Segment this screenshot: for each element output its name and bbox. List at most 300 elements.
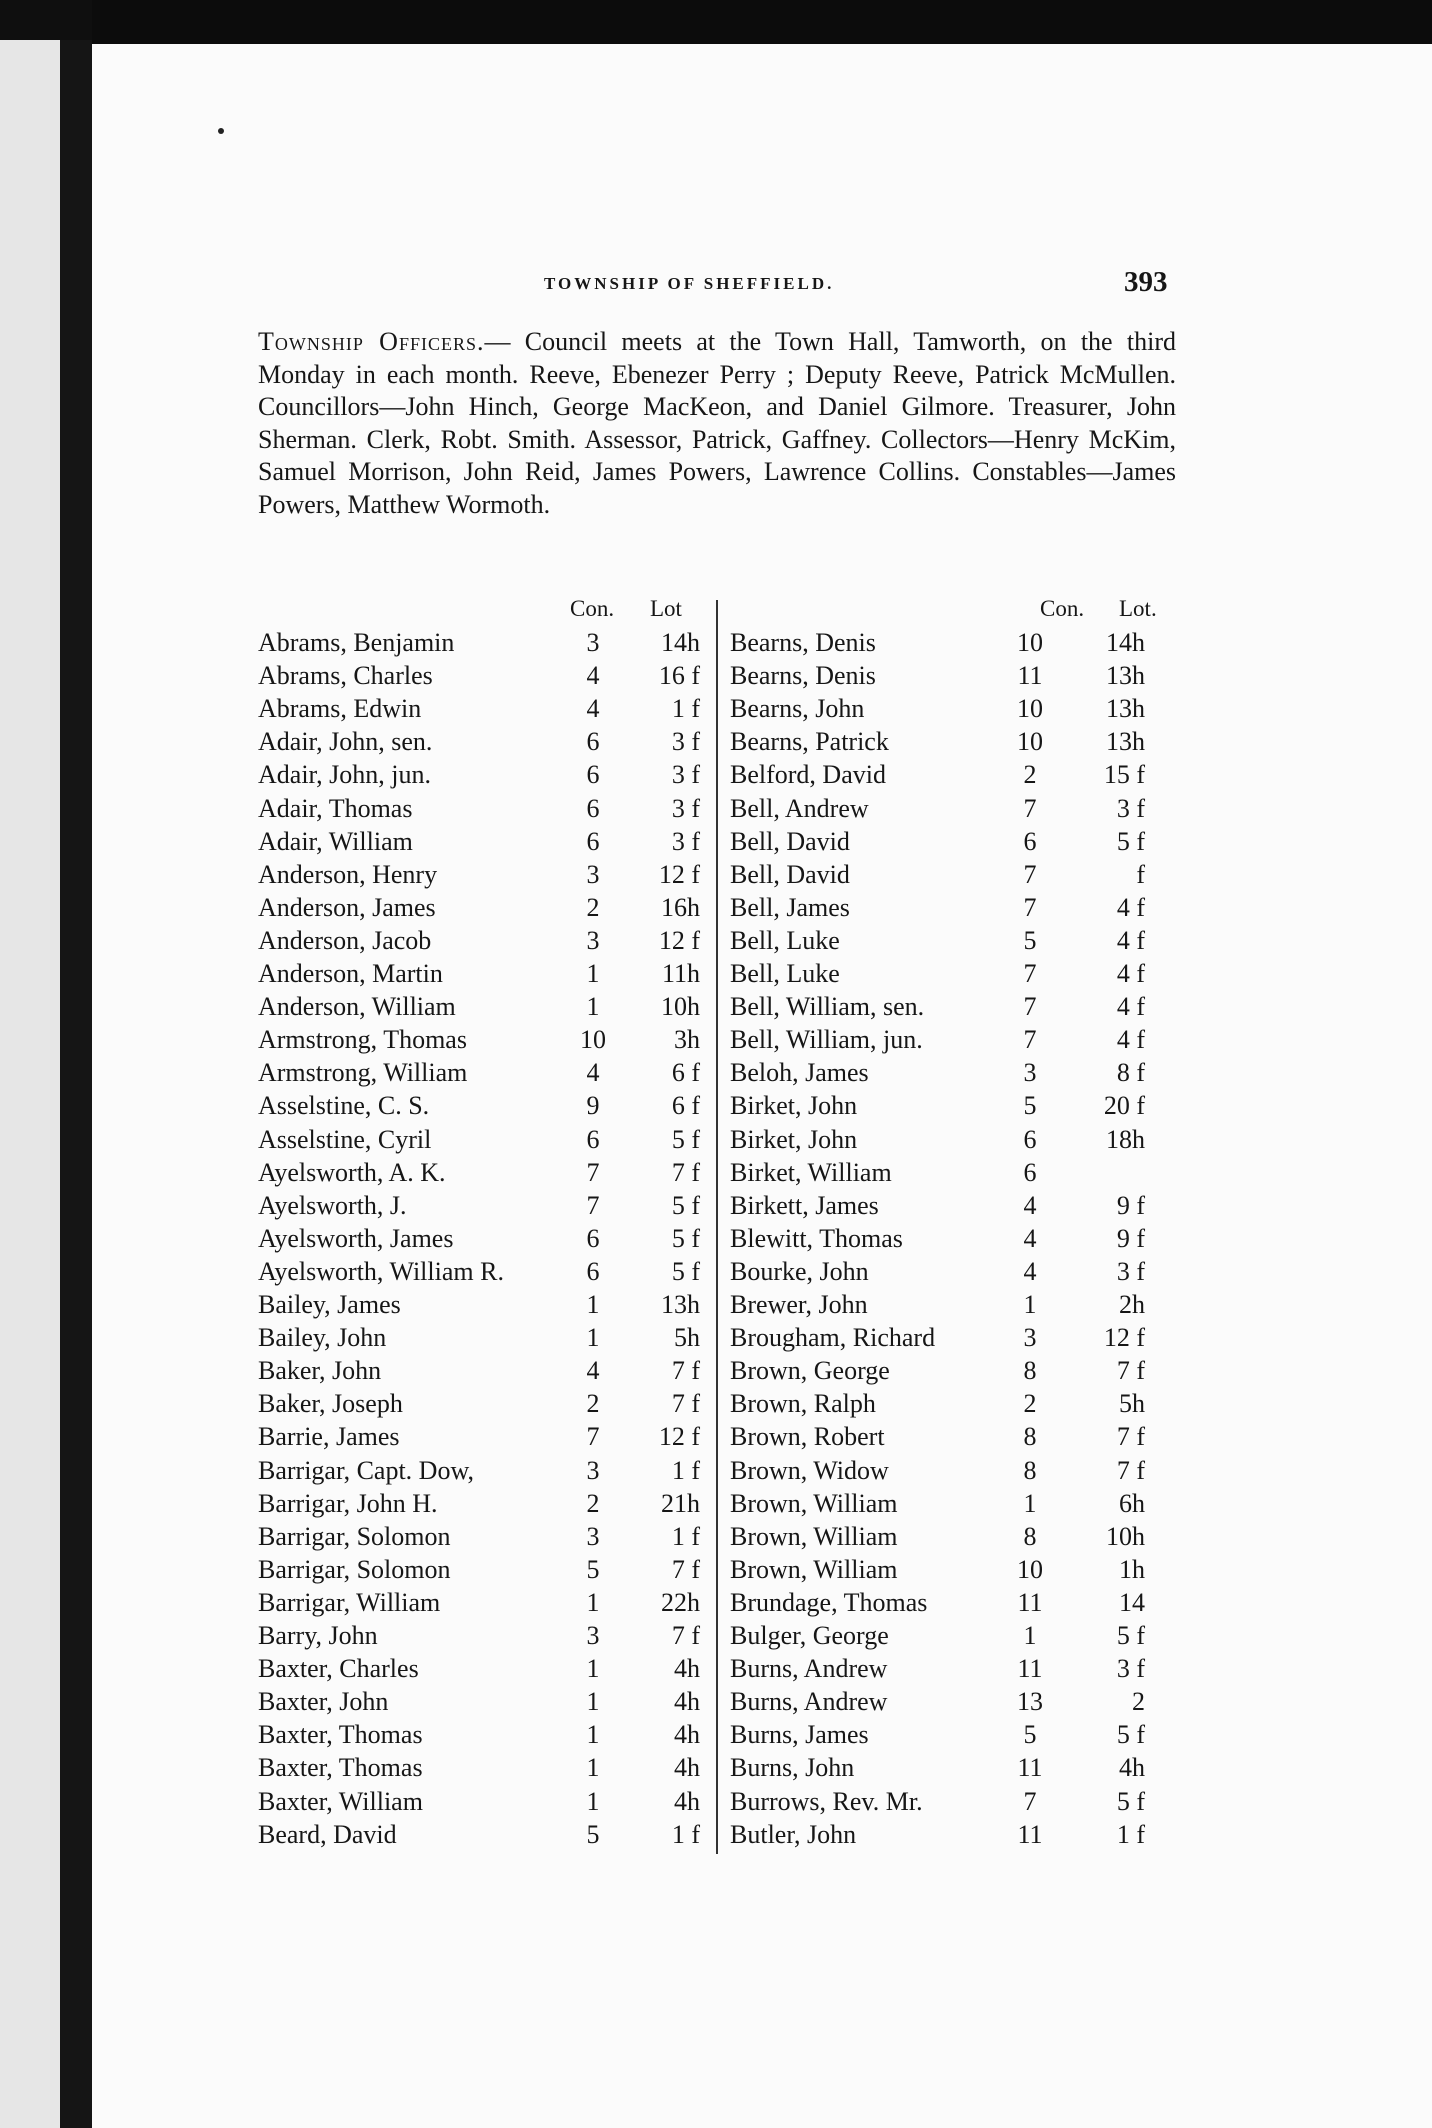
directory-row [258,659,718,692]
concession-value: 10 [1017,628,1043,657]
concession-value: 3 [586,1621,600,1650]
lot-value: 13h [1106,694,1145,724]
resident-name: Burns, John [730,1753,855,1783]
lot-value: 5 f [1116,1720,1145,1750]
resident-name: Bourke, John [730,1256,869,1286]
resident-name: Blewitt, Thomas [730,1223,903,1253]
directory-row [730,1818,1190,1851]
directory-row [258,626,718,659]
lot-value: 7 f [671,1389,700,1419]
concession-value: 4 [1023,1223,1037,1253]
directory-row [730,825,1190,858]
resident-name: Anderson, Jacob [258,925,432,955]
lot-value: 14 [1119,1587,1145,1617]
directory-row [258,957,718,990]
concession-value: 2 [586,1488,600,1518]
directory-row [258,1189,718,1222]
directory-row [730,659,1190,692]
lot-value: 4h [1119,1753,1145,1783]
right-con-header: Con. [1040,596,1085,621]
resident-name: Abrams, Charles [258,661,433,691]
directory-row [258,1751,718,1784]
directory-row [258,1255,718,1288]
concession-value: 5 [586,1819,600,1849]
lot-value: 5 f [671,1124,700,1154]
concession-value: 8 [1023,1455,1037,1485]
resident-name: Adair, John, sen. [258,727,433,757]
concession-value: 13 [1017,1687,1043,1717]
lot-value: 5 f [1116,1621,1145,1650]
lot-value: 5 f [1116,1786,1145,1816]
directory-row [730,758,1190,791]
concession-value: 8 [1023,1521,1037,1551]
resident-name: Anderson, Henry [258,859,438,889]
lot-value: 5 f [671,1223,700,1253]
lot-value: 12 f [658,859,700,889]
concession-value: 4 [586,661,600,691]
directory-row [258,1156,718,1189]
concession-value: 10 [1017,1554,1043,1584]
officers-heading: Township Officers. [258,327,485,356]
lot-value: 14h [661,628,700,657]
lot-value: 4 f [1116,959,1145,988]
lot-value: 8 f [1116,1058,1145,1088]
directory-row [258,758,718,791]
resident-name: Ayelsworth, A. K. [258,1157,446,1187]
resident-name: Baxter, Thomas [258,1720,423,1750]
lot-value: 3 f [1116,1256,1145,1286]
concession-value: 7 [1023,793,1037,823]
lot-value: 16 f [658,661,700,691]
lot-value: 15 f [1103,760,1145,790]
concession-value: 11 [1017,1819,1043,1849]
lot-value: 7 f [1116,1455,1145,1485]
right-lot-header: Lot. [1119,596,1157,621]
officers-text: — Council meets at the Town Hall, Tamworth, on the third Monday in each month. Reeve, Ebenezer Perry ; Deputy Reeve, Patrick McMullen. Councillors—John Hinch, George MacKeon, and Daniel Gilmore. Treasurer, John Sherman. Clerk, Robt. Smith. Assessor, Patrick, Gaffney. Collectors—Henry McKim, Samuel Morrison, John Reid, James Powers, Lawrence Collins. Constables—James Powers, Matthew Wormoth. [258,327,1176,519]
lot-value: 7 f [1116,1422,1145,1452]
directory-row [258,1619,718,1652]
concession-value: 11 [1017,661,1043,691]
directory-row [258,692,718,725]
directory-row [258,1785,718,1818]
lot-value: f [1136,859,1145,889]
lot-value: 4h [674,1687,700,1717]
concession-value: 2 [1023,1389,1037,1419]
resident-name: Birkett, James [730,1190,879,1220]
lot-value: 4h [674,1654,700,1684]
concession-value: 5 [1023,925,1037,955]
lot-value: 12 f [658,925,700,955]
lot-value: 4h [674,1786,700,1816]
lot-value: 7 f [671,1157,700,1187]
resident-name: Butler, John [730,1819,857,1849]
resident-name: Barrigar, Solomon [258,1554,451,1584]
resident-name: Brown, George [730,1356,890,1386]
book-page [92,44,1432,2128]
resident-name: Armstrong, Thomas [258,1025,467,1055]
page-number: 393 [1124,266,1168,298]
lot-value: 1 f [1116,1819,1145,1849]
directory-row [258,725,718,758]
directory-row [730,1586,1190,1619]
resident-name: Anderson, Martin [258,959,443,988]
concession-value: 4 [586,1356,600,1386]
lot-value: 18h [1106,1124,1145,1154]
directory-row [258,1553,718,1586]
resident-name: Barrigar, John H. [258,1488,438,1518]
lot-value: 9 f [1116,1190,1145,1220]
concession-value: 1 [586,1323,600,1353]
concession-value: 9 [586,1091,600,1121]
concession-value: 1 [586,992,600,1022]
gutter-shadow [60,40,92,2128]
concession-value: 4 [586,694,600,724]
resident-name: Asselstine, Cyril [258,1124,432,1154]
concession-value: 1 [586,1587,600,1617]
resident-name: Burns, Andrew [730,1687,888,1717]
lot-value: 6 f [671,1058,700,1088]
concession-value: 5 [1023,1091,1037,1121]
resident-name: Brown, William [730,1521,898,1551]
directory-row [258,1089,718,1122]
resident-name: Ayelsworth, William R. [258,1256,504,1286]
concession-value: 6 [586,760,600,790]
concession-value: 3 [1023,1058,1037,1088]
directory-row [730,1354,1190,1387]
directory-row [258,825,718,858]
directory-row [258,1123,718,1156]
concession-value: 10 [1017,727,1043,757]
resident-name: Bearns, John [730,694,865,724]
directory-row [730,1718,1190,1751]
directory-row [258,1818,718,1851]
directory-row [730,1288,1190,1321]
concession-value: 6 [586,1256,600,1286]
directory-row [258,1288,718,1321]
township-officers-paragraph [258,326,1176,521]
resident-name: Baxter, Thomas [258,1753,423,1783]
directory-row [730,1023,1190,1056]
resident-name: Birket, John [730,1124,858,1154]
directory-row [730,1321,1190,1354]
directory-row [730,957,1190,990]
resident-name: Burrows, Rev. Mr. [730,1786,923,1816]
lot-value: 5h [1119,1389,1145,1419]
lot-value: 11h [661,959,700,988]
concession-value: 2 [586,892,600,922]
concession-value: 7 [1023,959,1037,988]
resident-name: Bearns, Patrick [730,727,889,757]
resident-name: Bell, Luke [730,925,840,955]
concession-value: 2 [586,1389,600,1419]
resident-name: Baxter, John [258,1687,389,1717]
resident-name: Bell, Luke [730,959,840,988]
directory-row [730,1487,1190,1520]
lot-value: 4h [674,1753,700,1783]
concession-value: 6 [1023,826,1037,856]
directory-row [730,1189,1190,1222]
concession-value: 3 [586,925,600,955]
resident-name: Ayelsworth, J. [258,1190,407,1220]
resident-name: Brown, Ralph [730,1389,876,1419]
concession-value: 7 [586,1422,600,1452]
directory-row [730,1685,1190,1718]
directory-row [730,891,1190,924]
lot-value: 7 f [671,1554,700,1584]
lot-value: 21h [661,1488,700,1518]
directory-row [730,1255,1190,1288]
resident-name: Anderson, William [258,992,456,1022]
resident-name: Bearns, Denis [730,628,876,657]
concession-value: 10 [580,1025,606,1055]
directory-row [730,1553,1190,1586]
concession-value: 7 [1023,1025,1037,1055]
directory-row [730,1420,1190,1453]
resident-name: Belford, David [730,760,886,790]
page-header [92,266,1432,306]
directory-row [258,1454,718,1487]
resident-name: Brundage, Thomas [730,1587,928,1617]
lot-value: 13h [661,1290,700,1319]
concession-value: 8 [1023,1422,1037,1452]
directory-row [258,1387,718,1420]
resident-name: Adair, Thomas [258,793,413,823]
lot-value: 12 f [1103,1323,1145,1353]
directory-row [730,1619,1190,1652]
concession-value: 7 [1023,892,1037,922]
resident-name: Abrams, Edwin [258,694,422,724]
directory-row [730,924,1190,957]
lot-value: 10h [1106,1521,1145,1551]
resident-name: Abrams, Benjamin [258,628,455,657]
concession-value: 8 [1023,1356,1037,1386]
lot-value: 4h [674,1720,700,1750]
resident-name: Baker, Joseph [258,1389,403,1419]
resident-name: Anderson, James [258,892,436,922]
resident-name: Bell, William, jun. [730,1025,923,1055]
resident-name: Brewer, John [730,1290,868,1319]
resident-name: Bell, David [730,826,850,856]
lot-value: 5h [674,1323,700,1353]
directory-row [730,1056,1190,1089]
lot-value: 7 f [671,1621,700,1650]
concession-value: 3 [1023,1323,1037,1353]
directory-row [258,1487,718,1520]
directory-row [258,1718,718,1751]
directory-row [258,1586,718,1619]
resident-name: Adair, William [258,826,413,856]
resident-name: Burns, James [730,1720,869,1750]
lot-value: 6 f [671,1091,700,1121]
lot-value: 3 f [671,826,700,856]
concession-value: 1 [586,959,600,988]
resident-name: Asselstine, C. S. [258,1091,430,1121]
lot-value: 4 f [1116,892,1145,922]
resident-name: Brougham, Richard [730,1323,936,1353]
directory-row [258,1222,718,1255]
lot-value: 3h [674,1025,700,1055]
lot-value: 1h [1119,1554,1145,1584]
directory-row [258,891,718,924]
resident-name: Brown, Robert [730,1422,885,1452]
resident-name: Birket, William [730,1157,892,1187]
concession-value: 7 [1023,1786,1037,1816]
directory-row [730,1387,1190,1420]
lot-value: 3 f [1116,1654,1145,1684]
concession-value: 11 [1017,1654,1043,1684]
lot-value: 14h [1106,628,1145,657]
resident-name: Adair, John, jun. [258,760,431,790]
resident-name: Armstrong, William [258,1058,468,1088]
lot-value: 13h [1106,727,1145,757]
directory-row [730,626,1190,659]
resident-name: Bell, James [730,892,850,922]
directory-row [730,1652,1190,1685]
resident-name: Birket, John [730,1091,858,1121]
lot-value: 13h [1106,661,1145,691]
concession-value: 4 [1023,1256,1037,1286]
resident-name: Bailey, John [258,1323,387,1353]
resident-name: Bell, David [730,859,850,889]
concession-value: 3 [586,1455,600,1485]
concession-value: 1 [1023,1621,1037,1650]
lot-value: 22h [661,1587,700,1617]
concession-value: 7 [1023,992,1037,1022]
concession-value: 5 [1023,1720,1037,1750]
lot-value: 5 f [671,1190,700,1220]
directory-row [730,1454,1190,1487]
running-head: TOWNSHIP OF SHEFFIELD. [544,274,835,293]
resident-name: Burns, Andrew [730,1654,888,1684]
concession-value: 1 [586,1654,600,1684]
concession-value: 1 [586,1786,600,1816]
speck-mark [218,128,224,134]
resident-name: Baxter, William [258,1786,423,1816]
resident-name: Brown, Widow [730,1455,889,1485]
concession-value: 3 [586,628,600,657]
directory-row [258,792,718,825]
directory-row [730,692,1190,725]
lot-value: 9 f [1116,1223,1145,1253]
resident-name: Bulger, George [730,1621,889,1650]
concession-value: 2 [1023,760,1037,790]
directory-row [730,1222,1190,1255]
directory-row [730,1156,1190,1189]
concession-value: 1 [586,1290,600,1319]
concession-value: 1 [586,1753,600,1783]
lot-value: 3 f [671,793,700,823]
lot-value: 20 f [1103,1091,1145,1121]
directory-row [258,1023,718,1056]
directory-row [258,858,718,891]
directory-row [730,1123,1190,1156]
lot-value: 4 f [1116,992,1145,1022]
resident-name: Barrigar, Solomon [258,1521,451,1551]
concession-value: 6 [1023,1157,1037,1187]
resident-name: Bell, Andrew [730,793,869,823]
resident-name: Beard, David [258,1819,397,1849]
directory-row [258,1321,718,1354]
lot-value: 6h [1119,1488,1145,1518]
directory-row [258,1520,718,1553]
resident-name: Bell, William, sen. [730,992,925,1022]
directory-row [730,990,1190,1023]
resident-name: Brown, William [730,1488,898,1518]
resident-name: Brown, William [730,1554,898,1584]
resident-name: Barrigar, William [258,1587,441,1617]
lot-value: 12 f [658,1422,700,1452]
directory-row [258,1354,718,1387]
concession-value: 6 [586,1124,600,1154]
resident-name: Bailey, James [258,1290,401,1319]
concession-value: 6 [586,826,600,856]
concession-value: 3 [586,859,600,889]
concession-value: 6 [586,727,600,757]
concession-value: 3 [586,1521,600,1551]
directory-row [258,924,718,957]
directory-row [730,1089,1190,1122]
resident-name: Baxter, Charles [258,1654,419,1684]
resident-name: Barrigar, Capt. Dow, [258,1455,475,1485]
concession-value: 6 [586,1223,600,1253]
concession-value: 11 [1017,1587,1043,1617]
lot-value: 4 f [1116,1025,1145,1055]
concession-value: 7 [586,1157,600,1187]
lot-value: 1 f [671,1819,700,1849]
left-lot-header: Lot [650,596,682,621]
lot-value: 5 f [1116,826,1145,856]
concession-value: 11 [1017,1753,1043,1783]
lot-value: 3 f [671,760,700,790]
lot-value: 4 f [1116,925,1145,955]
facing-page-edge [0,40,60,2128]
directory-row [730,792,1190,825]
concession-value: 1 [586,1687,600,1717]
concession-value: 6 [1023,1124,1037,1154]
concession-value: 1 [1023,1488,1037,1518]
lot-value: 2 [1132,1687,1145,1717]
lot-value: 10h [661,992,700,1022]
concession-value: 5 [586,1554,600,1584]
resident-name: Baker, John [258,1356,382,1386]
resident-name: Ayelsworth, James [258,1223,454,1253]
directory-row [730,1751,1190,1784]
lot-value: 7 f [1116,1356,1145,1386]
lot-value: 2h [1119,1290,1145,1319]
resident-name: Barrie, James [258,1422,400,1452]
directory-row [730,1785,1190,1818]
directory-row [730,858,1190,891]
concession-value: 10 [1017,694,1043,724]
concession-value: 1 [586,1720,600,1750]
directory-row [258,1685,718,1718]
concession-value: 1 [1023,1290,1037,1319]
resident-name: Bearns, Denis [730,661,876,691]
lot-value: 3 f [671,727,700,757]
lot-value: 1 f [671,1521,700,1551]
lot-value: 1 f [671,694,700,724]
concession-value: 6 [586,793,600,823]
lot-value: 1 f [671,1455,700,1485]
left-con-header: Con. [570,596,615,621]
concession-value: 7 [1023,859,1037,889]
lot-value: 3 f [1116,793,1145,823]
directory-row [730,1520,1190,1553]
resident-name: Barry, John [258,1621,378,1650]
concession-value: 4 [1023,1190,1037,1220]
concession-value: 4 [586,1058,600,1088]
directory-row [730,725,1190,758]
